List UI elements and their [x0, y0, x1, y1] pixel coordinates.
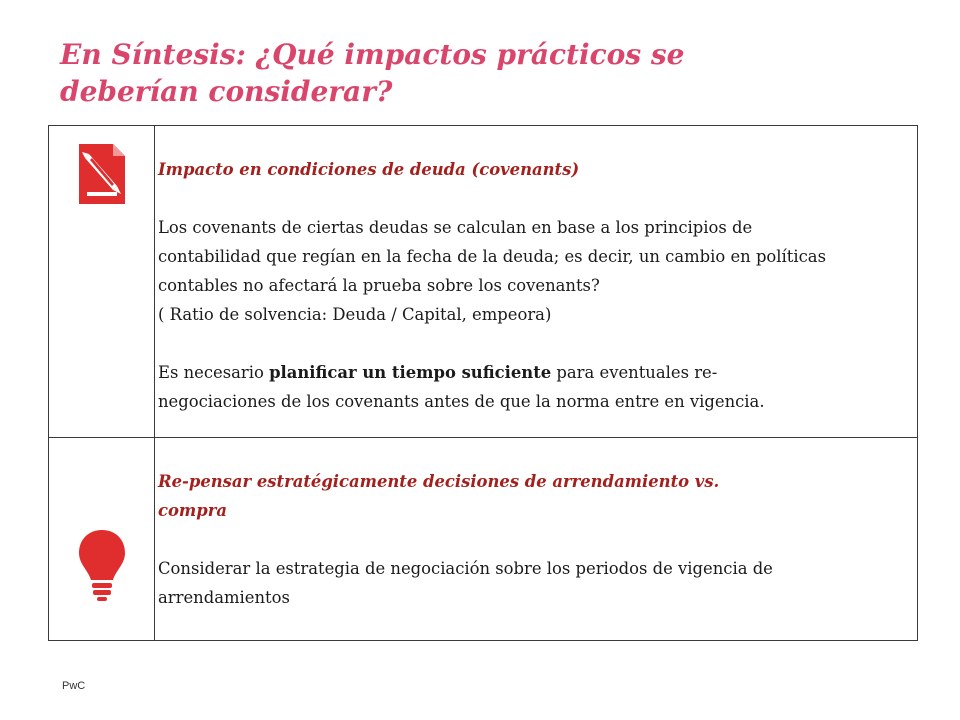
paragraph-line: arrendamientos [158, 588, 290, 607]
slide-title [60, 36, 920, 110]
paragraph-line: ( Ratio de solvencia: Deuda / Capital, empeora) [158, 305, 552, 324]
title-line-1: En Síntesis: ¿Qué impactos prácticos se [60, 38, 685, 71]
emphasis-text: planificar un tiempo suficiente [269, 363, 552, 382]
text-run: para eventuales re- [551, 363, 718, 382]
table-row-lease-vs-buy [49, 438, 917, 640]
icon-cell [49, 438, 155, 640]
section-heading: compra [158, 501, 227, 520]
text-run: Es necesario [158, 363, 270, 382]
paragraph-line: negociaciones de los covenants antes de que la norma entre en vigencia. [158, 392, 765, 411]
title-line-2: deberían considerar? [60, 75, 393, 108]
paragraph-line [158, 358, 907, 387]
paragraph-line: Los covenants de ciertas deudas se calculan en base a los principios de [158, 218, 753, 237]
paragraph-line: contables no afectará la prueba sobre los covenants? [158, 276, 600, 295]
section-heading: Impacto en condiciones de deuda (covenants) [158, 160, 580, 179]
paragraph-line: contabilidad que regían en la fecha de la deuda; es decir, un cambio en políticas [158, 247, 826, 266]
content-table [48, 125, 918, 641]
icon-cell [49, 126, 155, 437]
section-heading: Re-pensar estratégicamente decisiones de arrendamiento vs. [158, 472, 720, 491]
lease-vs-buy-text [158, 438, 907, 640]
debt-covenants-text [158, 126, 907, 437]
paragraph-line: Considerar la estrategia de negociación sobre los periodos de vigencia de [158, 559, 773, 578]
footer-brand: PwC [62, 680, 86, 692]
document-edit-icon [73, 140, 131, 208]
lightbulb-icon [75, 526, 129, 602]
table-row-debt-covenants [49, 126, 917, 438]
